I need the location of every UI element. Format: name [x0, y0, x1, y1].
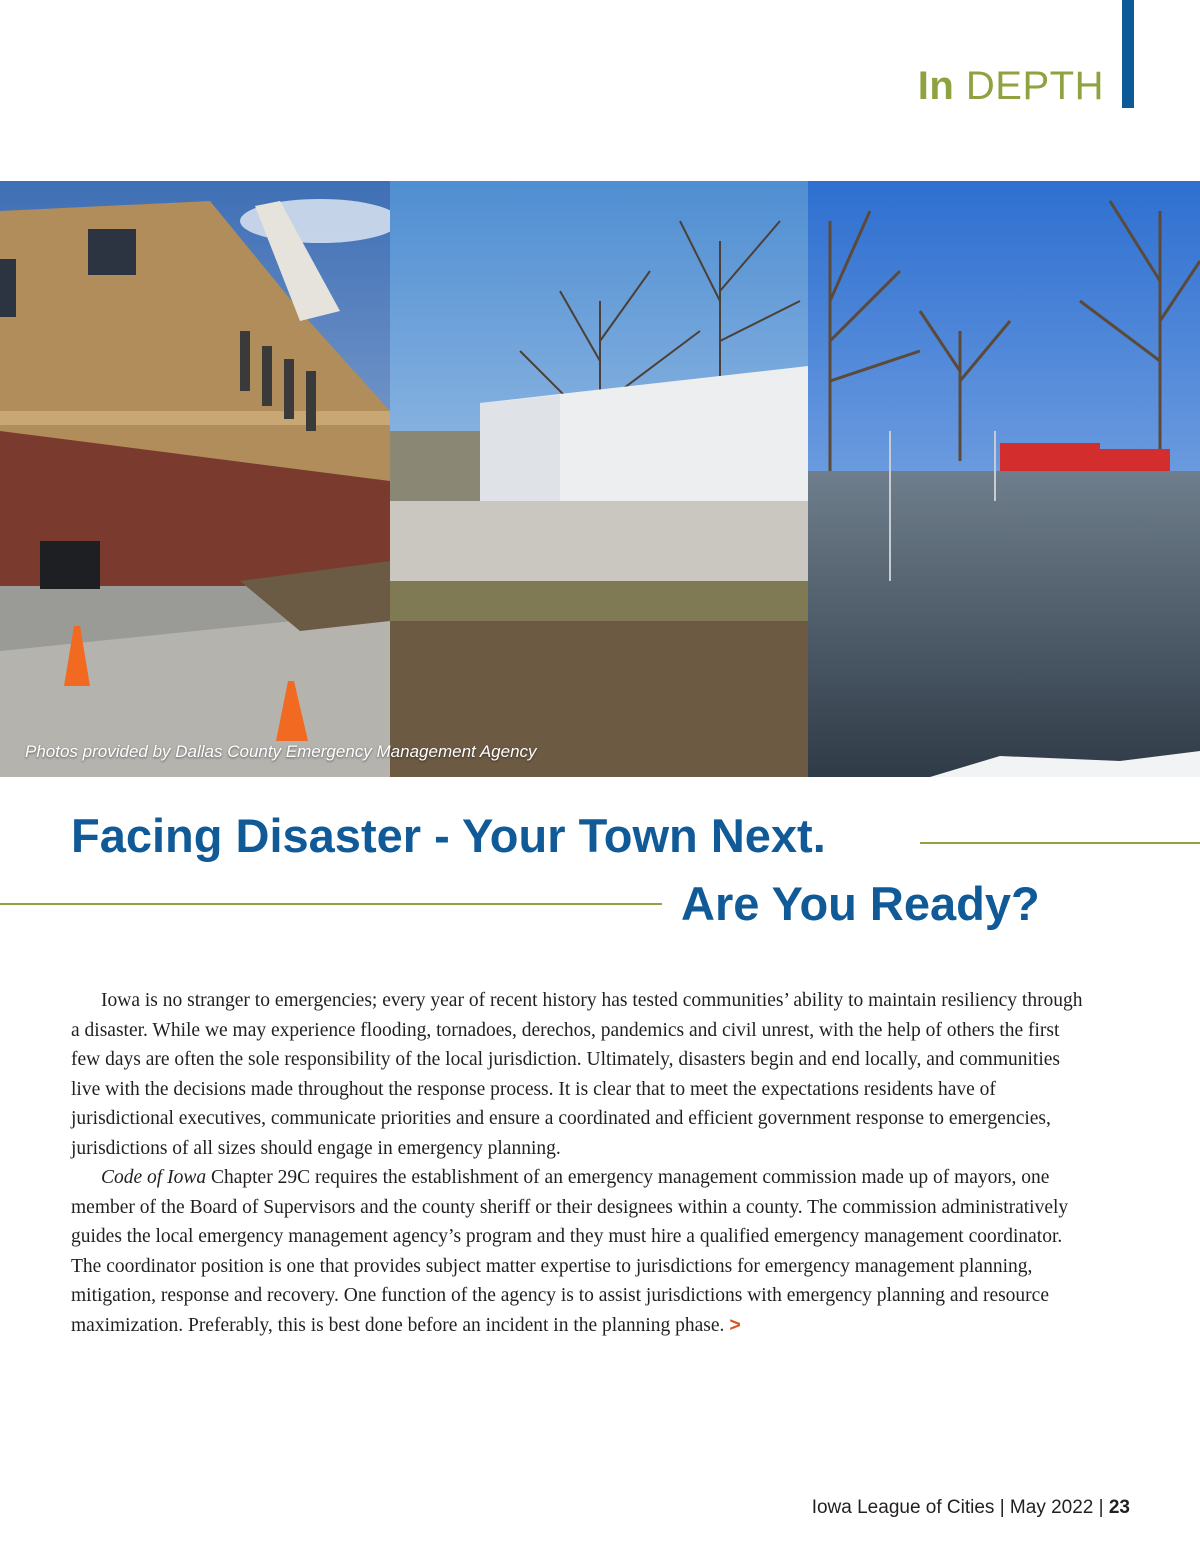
continue-arrow-icon: > — [729, 1313, 741, 1336]
headline-line-2: Are You Ready? — [681, 877, 1040, 930]
paragraph-1: Iowa is no stranger to emergencies; every year of recent history has tested communities’ ability to maintain resiliency through a disaster. While we may experience flooding, tornadoes, derechos, pandemics and civil unrest, with the help of others the first few days are often the sole responsibility of the local jurisdiction. Ultimately, disasters begin and end locally, and communities live with the decisions made throughout the response process. It is clear that to meet the expectations residents have of jurisdictional executives, communicate priorities and ensure a coordinated and efficient government response to emergencies, jurisdictions of all sizes should engage in emergency planning. — [71, 990, 1083, 1159]
code-of-iowa-italic: Code of Iowa — [101, 1167, 207, 1188]
section-label-bold: In — [917, 64, 955, 108]
article-body — [71, 986, 1089, 1340]
headline-rule-right — [920, 842, 1200, 844]
section-label — [918, 66, 1104, 106]
paragraph-2 — [71, 1163, 1089, 1340]
photo-covered-levee — [390, 181, 808, 777]
paragraph-2-text: Chapter 29C requires the establishment of an emergency management commission made up of mayors, one member of the Board of Supervisors and the county sheriff or their designees within a county. The commission administratively guides the local emergency management agency’s program and they must hire a qualified emergency management coordinator. The coordinator position is one that provides subject matter expertise to jurisdictions for emergency management planning, mitigation, response and recovery. One function of the agency is to assist jurisdictions with emergency planning and resource maximization. Preferably, this is best done before an incident in the planning phase. — [71, 1167, 1069, 1336]
section-label-rest: DEPTH — [965, 64, 1104, 108]
footer-publication: Iowa League of Cities | May 2022 | — [811, 1497, 1109, 1518]
photo-strip — [0, 181, 1200, 777]
photo-caption: Photos provided by Dallas County Emergency Management Agency — [25, 742, 537, 761]
headline-rule-left — [0, 903, 662, 905]
page-number: 23 — [1108, 1497, 1130, 1518]
page-footer — [812, 1497, 1130, 1519]
photo-flooded-park — [808, 181, 1200, 777]
section-accent-bar — [1122, 0, 1134, 108]
headline-line-1: Facing Disaster - Your Town Next. — [71, 809, 826, 862]
photo-damaged-building — [0, 181, 400, 777]
